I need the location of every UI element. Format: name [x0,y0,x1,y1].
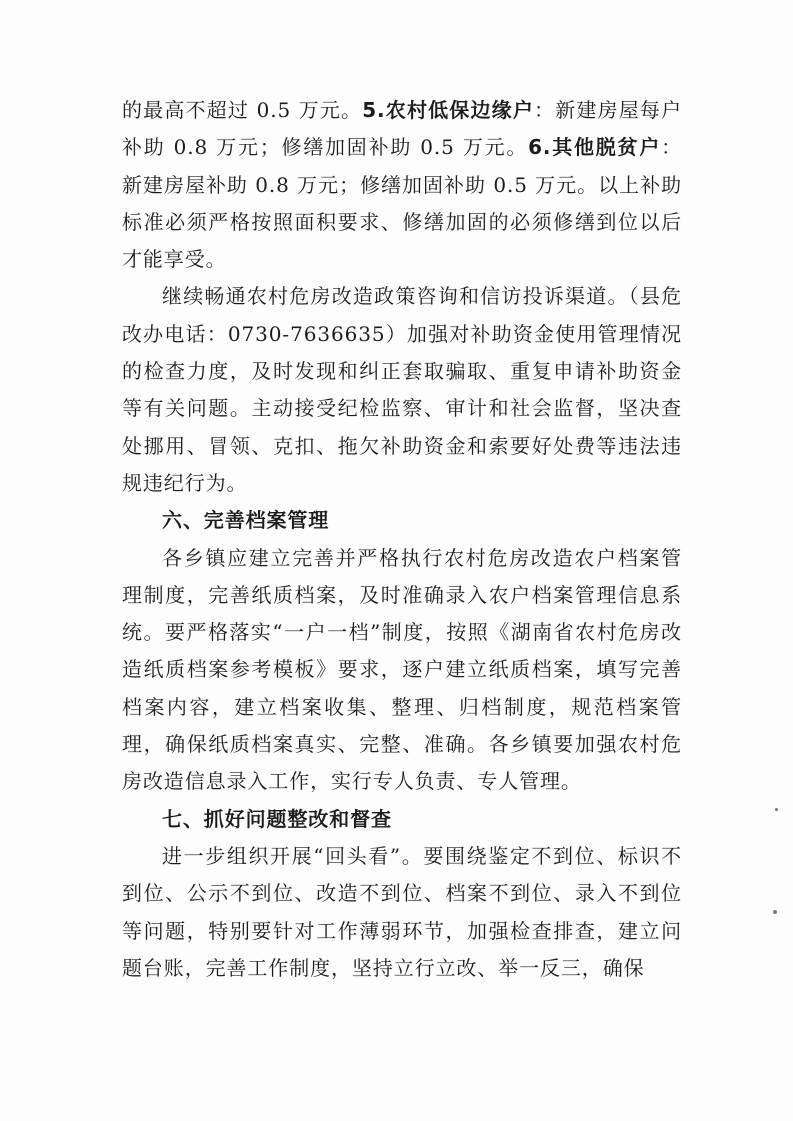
subsidy-paragraph [122,92,682,278]
rectification-paragraph: 进一步组织开展“回头看”。要围绕鉴定不到位、标识不到位、公示不到位、改造不到位、档案不到位、录入不到位等问题，特别要针对工作薄弱环节，加强检查排查，建立问题台账，完善工作制度，坚持立行立改、举一反三，确保 [122,843,682,980]
subsidy-text-3: ：新建房屋补助 0.8 万元；修缮加固补助 0.5 万元。以上补助标准必须严格按照面积要求、修缮加固的必须修缮到位以后才能享受。 [122,135,682,272]
document-body [122,92,682,987]
subsidy-text-1: 的最高不超过 0.5 万元。 [122,98,363,122]
scan-speck [773,910,777,914]
complaint-channel-paragraph: 继续畅通农村危房改造政策咨询和信访投诉渠道。（县危改办电话：0730-7636635）加强对补助资金使用管理情况的检查力度，及时发现和纠正套取骗取、重复申请补助资金等有关问题。主动接受纪检监察、审计和社会监督，坚决查处挪用、冒领、克扣、拖欠补助资金和索要好处费等违法违规违纪行为。 [122,284,682,495]
low-income-edge-label: 5.农村低保边缘户 [362,98,535,122]
section-heading-archive: 六、完善档案管理 [162,508,330,533]
subsidy-text-2: ：新建房屋每户补助 0.8 万元；修缮加固补助 0.5 万元。 [122,98,682,160]
scan-speck [775,808,778,811]
archive-paragraph: 各乡镇应建立完善并严格执行农村危房改造农户档案管理制度，完善纸质档案，及时准确录入农户档案管理信息系统。要严格落实“一户一档”制度，按照《湖南省农村危房改造纸质档案参考模板》要求，逐户建立纸质档案，填写完善档案内容，建立档案收集、整理、归档制度，规范档案管理，确保纸质档案真实、完整、准确。各乡镇要加强农村危房改造信息录入工作，实行专人负责、专人管理。 [122,545,682,794]
other-household-label: 6.其他脱贫户 [528,135,662,160]
section-heading-rectification: 七、抓好问题整改和督查 [162,806,392,831]
